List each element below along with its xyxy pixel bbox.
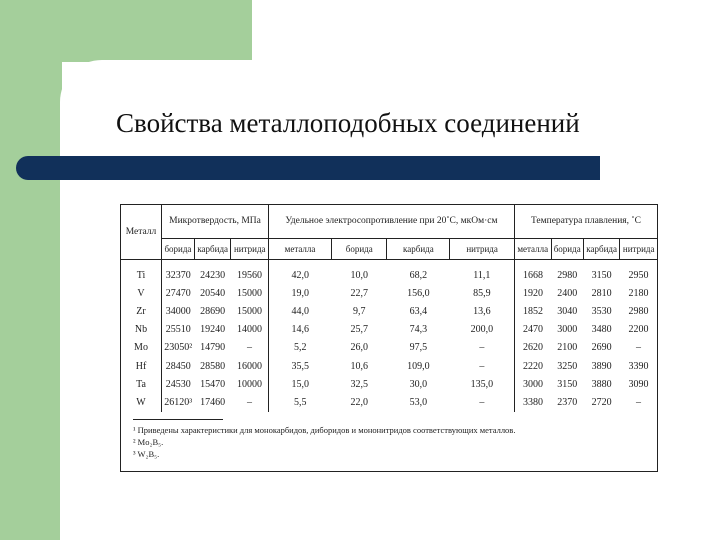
metal-cell: Ti bbox=[136, 269, 146, 281]
metal-cell: Zr bbox=[136, 305, 146, 317]
metal-cell: Ta bbox=[136, 378, 146, 390]
value-cell: 24230 bbox=[200, 269, 226, 281]
value-cell: 19240 bbox=[200, 324, 226, 336]
value-cell: 28450 bbox=[162, 357, 195, 375]
table-row bbox=[121, 260, 657, 285]
value-cell: 34000 bbox=[162, 302, 195, 320]
decor-green-left bbox=[0, 0, 62, 540]
note-1: ¹ Приведены характеристики для монокарбидов, диборидов и мононитридов соответствующих металлов. bbox=[133, 425, 516, 435]
metal-cell: Nb bbox=[134, 324, 148, 336]
value-cell: 15470 bbox=[200, 378, 226, 390]
metal-cell: Mo bbox=[134, 342, 148, 354]
metal-header: Металл bbox=[125, 226, 157, 237]
value-cell: 3530 bbox=[591, 305, 612, 317]
table-row bbox=[121, 302, 657, 320]
value-cell: 22,0 bbox=[350, 396, 368, 408]
value-cell: 2720 bbox=[591, 396, 612, 408]
subheader-cell: металла bbox=[514, 239, 551, 260]
metal-cell: Hf bbox=[135, 360, 147, 372]
note-2: ² Mo₂B₅. bbox=[133, 437, 164, 447]
table-notes bbox=[133, 419, 515, 460]
value-cell: 25510 bbox=[162, 321, 195, 339]
value-cell: 3090 bbox=[628, 378, 649, 390]
value-cell: 10000 bbox=[236, 378, 262, 390]
value-cell: 74,3 bbox=[409, 324, 428, 336]
value-cell: 109,0 bbox=[407, 360, 430, 372]
value-cell: – bbox=[635, 342, 641, 354]
value-cell: 1852 bbox=[514, 302, 551, 320]
value-cell: 3380 bbox=[514, 393, 551, 411]
value-cell: 10,6 bbox=[350, 360, 368, 372]
value-cell: – bbox=[246, 396, 252, 408]
value-cell: 25,7 bbox=[350, 324, 368, 336]
subheader-cell: борида bbox=[332, 239, 387, 260]
value-cell: 5,2 bbox=[269, 339, 332, 357]
value-cell: 2980 bbox=[557, 269, 578, 281]
value-cell: 20540 bbox=[200, 287, 226, 299]
note-3: ³ W₂B₅. bbox=[133, 449, 160, 459]
value-cell: 28580 bbox=[200, 360, 226, 372]
value-cell: 3040 bbox=[557, 305, 578, 317]
subheader-cell: карбида bbox=[387, 239, 450, 260]
value-cell: 22,7 bbox=[350, 287, 368, 299]
value-cell: 2370 bbox=[557, 396, 578, 408]
value-cell: 2620 bbox=[514, 339, 551, 357]
value-cell: 30,0 bbox=[409, 378, 428, 390]
subheader-cell: нитрида bbox=[231, 239, 269, 260]
metal-cell: W bbox=[136, 396, 146, 408]
value-cell: 15000 bbox=[236, 287, 262, 299]
value-cell: – bbox=[635, 396, 641, 408]
table-row bbox=[121, 321, 657, 339]
value-cell: 3880 bbox=[591, 378, 612, 390]
table-row bbox=[121, 339, 657, 357]
value-cell: 44,0 bbox=[269, 302, 332, 320]
metal-cell: V bbox=[137, 287, 145, 299]
value-cell: 2950 bbox=[628, 269, 649, 281]
value-cell: 13,6 bbox=[473, 305, 491, 317]
table-body bbox=[121, 260, 657, 412]
value-cell: 63,4 bbox=[409, 305, 428, 317]
value-cell: 2200 bbox=[628, 324, 649, 336]
value-cell: 53,0 bbox=[409, 396, 428, 408]
value-cell: 2470 bbox=[514, 321, 551, 339]
subheader-cell: нитрида bbox=[620, 239, 657, 260]
value-cell: 2100 bbox=[557, 342, 578, 354]
value-cell: 23050² bbox=[162, 339, 195, 357]
value-cell: – bbox=[479, 396, 485, 408]
subheader-cell: борида bbox=[162, 239, 195, 260]
value-cell: 17460 bbox=[200, 396, 226, 408]
value-cell: 3000 bbox=[514, 375, 551, 393]
value-cell: 11,1 bbox=[473, 269, 491, 281]
value-cell: 2400 bbox=[557, 287, 578, 299]
title-underline-bar bbox=[16, 156, 600, 180]
value-cell: 5,5 bbox=[269, 393, 332, 411]
value-cell: 85,9 bbox=[473, 287, 491, 299]
value-cell: 3250 bbox=[557, 360, 578, 372]
value-cell: 200,0 bbox=[470, 324, 494, 336]
value-cell: 2980 bbox=[628, 305, 649, 317]
value-cell: 15000 bbox=[236, 305, 262, 317]
slide-title: Свойства металлоподобных соединений bbox=[116, 108, 580, 138]
value-cell: 19560 bbox=[236, 269, 262, 281]
value-cell: 68,2 bbox=[409, 269, 428, 281]
value-cell: 32370 bbox=[162, 260, 195, 285]
subheader-row bbox=[121, 239, 657, 260]
group-header-resistivity: Удельное электросопротивление при 20˚С, мкОм·см bbox=[269, 205, 515, 239]
value-cell: 1668 bbox=[514, 260, 551, 285]
value-cell: 3890 bbox=[591, 360, 612, 372]
value-cell: 42,0 bbox=[269, 260, 332, 285]
value-cell: 28690 bbox=[200, 305, 226, 317]
value-cell: 3390 bbox=[628, 360, 649, 372]
value-cell: 32,5 bbox=[350, 378, 368, 390]
value-cell: 9,7 bbox=[353, 305, 366, 317]
properties-table-image bbox=[120, 204, 658, 472]
value-cell: – bbox=[246, 342, 252, 354]
subheader-cell: металла bbox=[269, 239, 332, 260]
value-cell: 14,6 bbox=[269, 321, 332, 339]
value-cell: 3000 bbox=[557, 324, 578, 336]
group-header-melting-point: Температура плавления, ˚С bbox=[514, 205, 657, 239]
value-cell: 2220 bbox=[514, 357, 551, 375]
value-cell: 3150 bbox=[591, 269, 612, 281]
value-cell: – bbox=[479, 360, 485, 372]
value-cell: 97,5 bbox=[409, 342, 428, 354]
value-cell: 2180 bbox=[628, 287, 649, 299]
value-cell: 14790 bbox=[200, 342, 226, 354]
table-row bbox=[121, 284, 657, 302]
table-row bbox=[121, 357, 657, 375]
group-header-microhardness: Микротвердость, МПа bbox=[162, 205, 269, 239]
value-cell: 16000 bbox=[236, 360, 262, 372]
properties-table bbox=[121, 205, 657, 412]
value-cell: 2810 bbox=[591, 287, 612, 299]
value-cell: 3480 bbox=[591, 324, 612, 336]
value-cell: 26120³ bbox=[162, 393, 195, 411]
value-cell: 27470 bbox=[162, 284, 195, 302]
subheader-cell: нитрида bbox=[450, 239, 515, 260]
table-row bbox=[121, 393, 657, 411]
subheader-cell: борида bbox=[551, 239, 583, 260]
value-cell: 1920 bbox=[514, 284, 551, 302]
notes-divider bbox=[133, 419, 223, 420]
subheader-cell: карбида bbox=[583, 239, 620, 260]
value-cell: 24530 bbox=[162, 375, 195, 393]
value-cell: 19,0 bbox=[269, 284, 332, 302]
value-cell: 14000 bbox=[236, 324, 262, 336]
value-cell: 3150 bbox=[557, 378, 578, 390]
value-cell: 35,5 bbox=[269, 357, 332, 375]
value-cell: 26,0 bbox=[350, 342, 368, 354]
value-cell: 2690 bbox=[591, 342, 612, 354]
subheader-cell: карбида bbox=[194, 239, 231, 260]
value-cell: 135,0 bbox=[470, 378, 494, 390]
value-cell: 156,0 bbox=[407, 287, 430, 299]
value-cell: 15,0 bbox=[269, 375, 332, 393]
value-cell: – bbox=[479, 342, 485, 354]
value-cell: 10,0 bbox=[350, 269, 368, 281]
table-row bbox=[121, 375, 657, 393]
